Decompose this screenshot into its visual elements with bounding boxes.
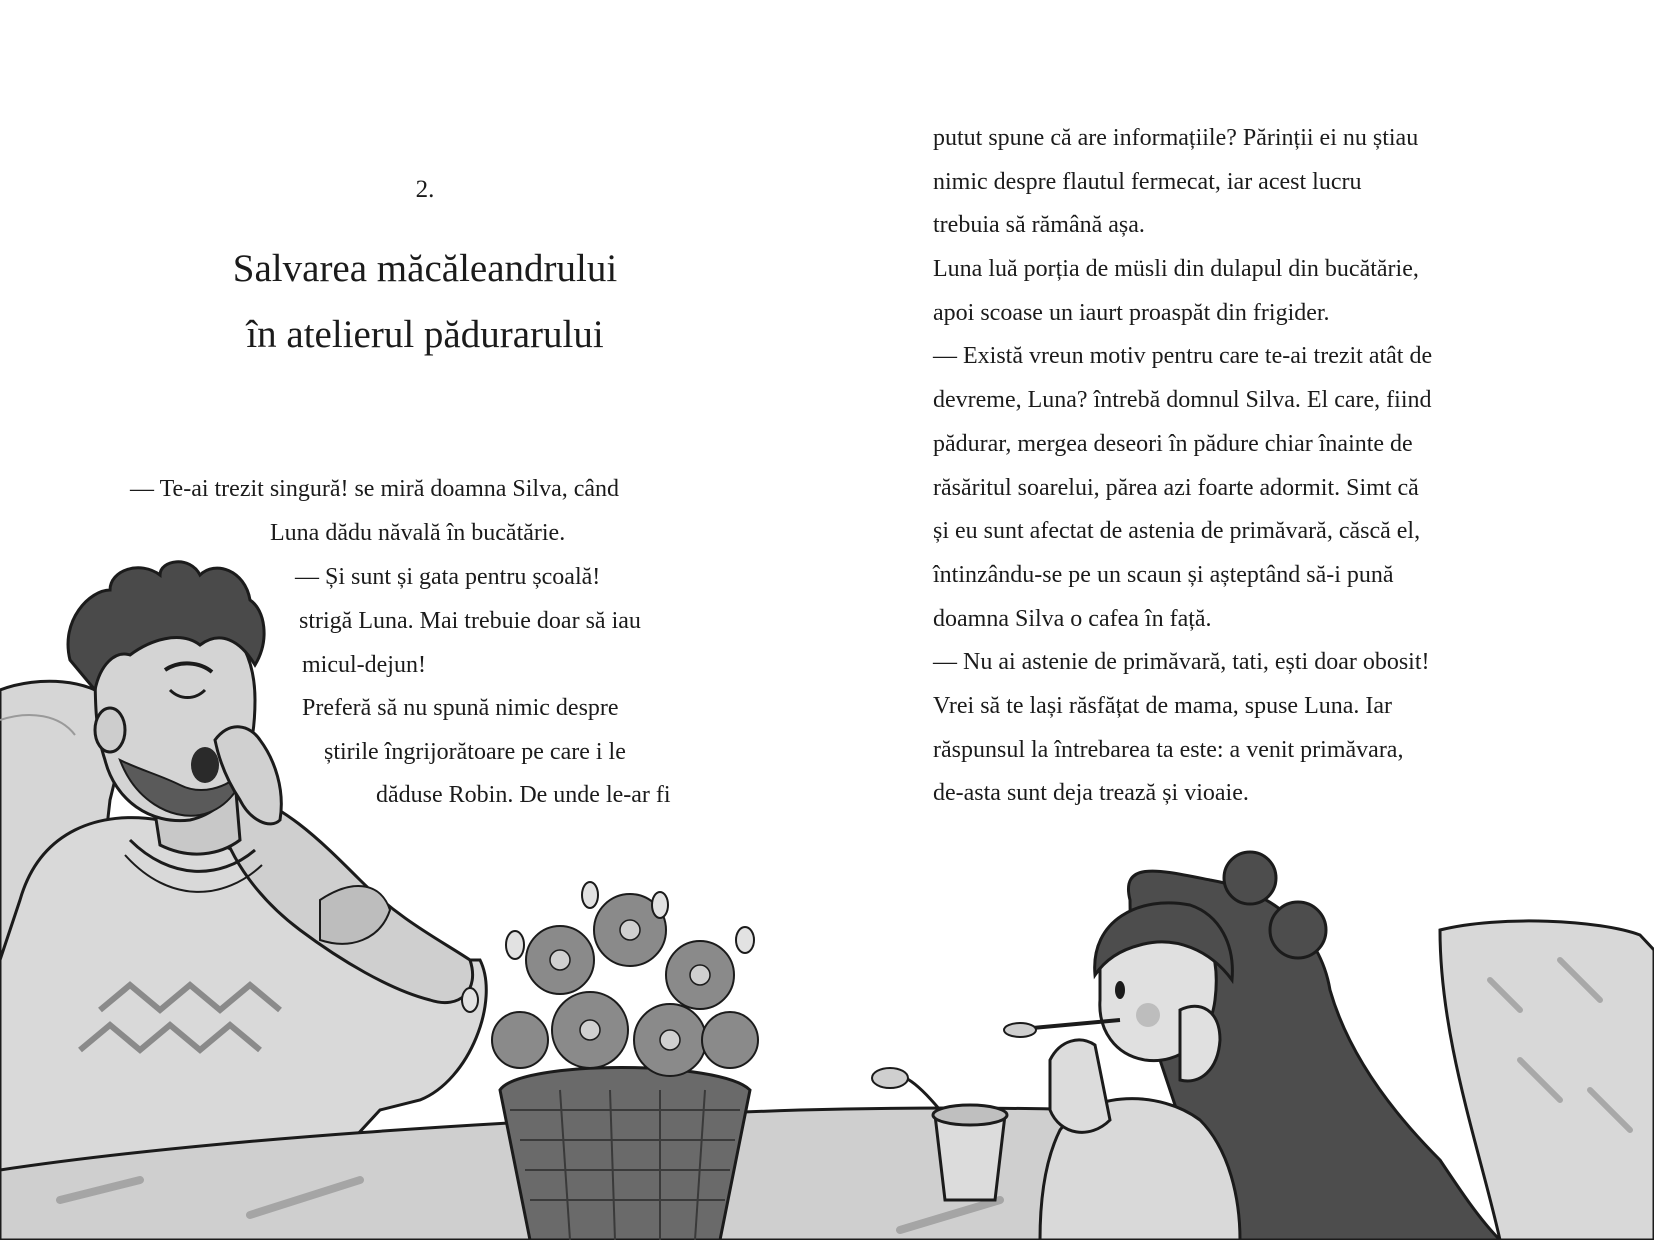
left-text-line: — Te-ai trezit singură! se miră doamna Silva, când [130,476,620,502]
right-text-line: răspunsul la întrebarea ta este: a venit primăvara, [933,736,1404,763]
right-text-line: devreme, Luna? întrebă domnul Silva. El care, fiind [933,387,1432,414]
right-text-line: de-asta sunt deja trează și vioaie. [933,780,1249,807]
right-text-line: Luna luă porția de müsli din dulapul din bucătărie, [933,256,1419,283]
right-text-line: răsăritul soarelui, părea azi foarte adormit. Simt că [933,474,1419,501]
girl-eating-yogurt [1004,852,1500,1240]
right-text-line: putut spune că are informațiile? Părinții ei nu știau [933,125,1419,151]
left-text-line: Preferă să nu spună nimic despre [302,695,619,721]
chapter-title-line: Salvarea măcăleandrului [232,247,618,290]
left-text-line: Luna dădu năvală în bucătărie. [270,520,566,546]
chapter-title-line: în atelierul pădurarului [246,313,604,356]
left-text-line: — Și sunt și gata pentru școală! [295,564,601,590]
right-text-line: pădurar, mergea deseori în pădure chiar înainte de [933,430,1413,457]
right-text-line: întinzându-se pe un scaun și așteptând să-i pună [933,561,1394,588]
chapter-title [160,236,690,368]
right-text-line: — Există vreun motiv pentru care te-ai trezit atât de [933,343,1433,370]
left-text-line: știrile îngrijorătoare pe care i le [324,739,626,765]
right-text-line: apoi scoase un iaurt proaspăt din frigider. [933,299,1330,326]
chapter-number: 2. [415,176,435,203]
right-column-text [933,123,1633,822]
chair [1440,921,1654,1240]
left-text-line: micul-dejun! [302,652,426,678]
right-text-line: Vrei să te lași răsfățat de mama, spuse Luna. Iar [933,692,1393,719]
right-text-line: nimic despre flautul fermecat, iar acest lucru [933,168,1362,195]
left-text-line: dăduse Robin. De unde le-ar fi [376,782,671,808]
left-text-line: strigă Luna. Mai trebuie doar să iau [299,608,641,634]
right-text-line: doamna Silva o cafea în față. [933,605,1212,632]
right-text-line: — Nu ai astenie de primăvară, tati, ești doar obosit! [933,649,1430,676]
right-text-line: trebuia să rămână așa. [933,212,1145,239]
right-text-line: și eu sunt afectat de astenia de primăvară, căscă el, [933,518,1421,545]
